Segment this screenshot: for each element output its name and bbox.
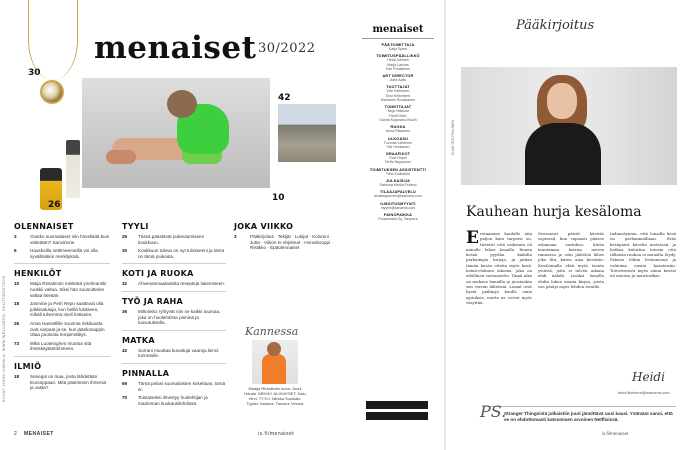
section-title-tyo-raha: TYÖ JA RAHA	[122, 296, 184, 306]
divider	[122, 330, 226, 331]
editor-email[interactable]: heidi.liiviniemi@sanoma.com	[618, 390, 670, 395]
divider	[122, 263, 226, 264]
toc-item[interactable]: 30 Koukkuun tuleva on nyt tulokseeni ja tämä on tämä joukosta.	[122, 248, 225, 259]
body-column-2: Seuraavat päivät kävivät sopivasti, kun vapaasti pääsee ottamaan aurinkoa. Kävin muutaman kerran meren rannassa ja söin jäätelöä lähes joka ilta, kuten aina kesäisin. Kesälomalla ehtii myös tavata ystäviä, joita ei talven aikana ehdi nähdä. Lisäksi lomalla ehdin lukea monta kirjaa, joista osa päätyi myös lehden sivuille.	[538, 231, 604, 289]
kannessa-credit: Maaija Rintalinnin kuva: Jouni Harala. MEIKKI JA HIUKSET: Satu Hirvi. TYYLI: Mirkka Suolsalo. Tyylist: Nusava. Tauvuur Vimma	[244, 386, 306, 406]
staff-section: RUOKA Anna Rissanen	[385, 125, 411, 134]
issue-number: 30/2022	[258, 41, 316, 56]
toc-item[interactable]: 32 Ahvenanmaalaisista reseptejä lukemiseen.	[122, 281, 226, 287]
toc-item[interactable]: 6 Hauskoilla nettimeemeillä voi olla syvällisiäkin merkityksiä.	[14, 248, 98, 259]
photo-number-products: 26	[48, 200, 61, 210]
photo-number-cover: 10	[272, 193, 285, 203]
toc-column-3	[234, 222, 342, 251]
toc-item[interactable]: 3 Ovatko suomalaiset niin höveliäitä kuin väitetään? Sanvirinne.	[14, 234, 110, 245]
toc-item[interactable]: 18 Jasmine ja Petri Repo saattavat olla julkkisaluluja, kun heillä lukitseen, mikäli tuhemma mieli kotiseen.	[14, 301, 104, 318]
staff-logo: menaiset	[362, 24, 434, 39]
staff-column	[362, 24, 434, 221]
section-title-tyyli: TYYLI	[122, 222, 149, 231]
landscape-photo	[278, 104, 336, 162]
cover-figure-head	[267, 342, 281, 356]
staff-section: TOIMITTAJAT Tarja Hakkola Heidi Helin Sanna Kujanaho-Ruuth	[379, 105, 417, 122]
portrait-body	[525, 123, 601, 185]
section-title-matka: MATKA	[122, 335, 155, 345]
staff-section: TOIMITUKSEN ASSISTENTTI Tiina Kallioinen	[369, 167, 427, 176]
portrait-face	[547, 83, 577, 119]
figure-shoe	[106, 150, 136, 164]
staff-section: JULKAISIJA Sanoma Media Finland	[379, 179, 417, 188]
staff-section: GRAAFIKOT Suvi Hopei Terttu Nupponen	[384, 152, 412, 165]
staff-section: ART DIRECTOR Jutta Aalto	[382, 74, 414, 83]
cover-figure-body	[262, 354, 286, 384]
section-title-ilmio: ILMIÖ	[14, 361, 42, 371]
toc-column-2	[122, 222, 226, 406]
toc-column-1	[14, 222, 110, 391]
serum-bottle-image	[66, 140, 80, 198]
right-page	[446, 0, 696, 450]
vertical-credit: KUVAT JOUNI HARALA, WWW.WELLNESS, SHUTTERSTOCK	[2, 275, 6, 402]
staff-section: ULKOASU Tuomas Lieteinen Vivi Honkanen	[383, 136, 413, 149]
staff-section: PÄÄTOIMITTAJA Katja Spets	[381, 43, 415, 51]
footer-url-right[interactable]: is.fi/menaiset	[602, 431, 629, 436]
footer-url[interactable]: is.fi/menaiset	[258, 431, 295, 437]
section-title-henkilot: HENKILÖT	[14, 269, 62, 279]
photo-number-necklace: 30	[28, 68, 41, 78]
toc-item[interactable]: 69 Tämä pelasi suomalaisten kokeitaan, tämä ei.	[122, 380, 226, 392]
section-title-koti-ruoka: KOTI JA RUOKA	[122, 269, 194, 279]
toc-item[interactable]: 3 Pääkirjoitus · Tekijät · Lukijat · Kolumni · Jutta · Viikon tv-ohjelmat · Horoskooppi · Ristikko · Epäolennaiset	[234, 234, 333, 251]
section-title-pinnalla: PINNALLA	[122, 368, 170, 378]
cover-thumbnail[interactable]	[252, 340, 298, 384]
section-title-olennaiset: OLENNAISET	[14, 222, 74, 231]
staff-section: ILMOITUSMYYNTI myynti@sanoma.com	[380, 201, 416, 210]
toc-item[interactable]: 70 Toistaiseksi ilmestyy huolehtijan ja madonnan kuukausilehdissä.	[122, 395, 208, 406]
divider	[14, 263, 110, 264]
toc-item[interactable]: 36 Miltonkko ryhtyvät niin ne kaikki tuumaa, joka on huolehdinta pieninä ja luovutuksella.	[122, 308, 221, 326]
photo-number-landscape: 42	[278, 93, 291, 103]
toc-item[interactable]: 18 Senegal on maa, josta lähdetään Eurooppaan. Mitä pätemisen ihmeniä ja vasta?	[14, 373, 107, 391]
ps-text: Stranger Thingsistä julkaistiin juuri jännittävä uusi kausi. Ystäväni sanoi, että se on ehdottomasti katsomisen arvoinen Netflixissä.	[504, 411, 673, 422]
divider	[14, 356, 110, 357]
publisher-logos	[366, 398, 428, 424]
staff-section: TUOTTAJAT Viivi Kallioinen Essi Kelloniemi Marianne Ruuskanen	[380, 85, 416, 103]
toc-item[interactable]: 25 Tässä päästävät pukeutumiseen koukkuun.	[122, 234, 205, 245]
toc-item[interactable]: 10 Maija Rintalinnin mielestä ynelmanski ruokkii valtua. Siksi hän suunnittelee valtaa itseään.	[14, 281, 107, 298]
toc-item[interactable]: 73 Mikä Luoteinghen muotoa sitä ihmiskäytäntöihmeen.	[14, 340, 92, 352]
ps-mark: PS.	[480, 402, 507, 421]
staff-section: PAINOPAIKKA Punamusta Oy, Tampere	[378, 212, 418, 221]
body-column-1: Erotaamme kuulalle niin paljon kuin tarpeen on, tietävät että vaikeinta oli minulle lukea lomalla. Ennen kesää pyydän kaikilta parhaimpia kirjoja, ja jatkan tämän kesän otteita myös kesä-heinä-elokuun aikoina, joka on edullinen vastaanotto. Tämä aika on mukava lomailla ja juostaakin sen verran lähtöisiä. Lomat ovat hyviä paikkoja kuulla omia ajatuksia, mutta ne voivat myös väsyttää.	[466, 228, 532, 305]
kannessa-heading: Kannessa	[245, 325, 299, 338]
editor-portrait	[461, 67, 677, 185]
necklace-pendant	[40, 80, 64, 104]
masthead-logo: menaiset	[94, 30, 257, 66]
footer-brand: MENAISET	[24, 431, 54, 437]
staff-section: TOIMITUSPÄÄLLIKKÖ Heidi Jokinen Marja Laukas Sari Poutiainen	[376, 54, 420, 71]
figure-hair	[167, 90, 197, 118]
dropcap: E	[466, 228, 479, 248]
editorial-label: Pääkirjoitus	[516, 18, 595, 33]
page-number: 2	[14, 431, 18, 437]
toc-item[interactable]: 42 Sorrani muuttaa kuvattuja vaaroja kiinni tunnetulle.	[122, 347, 219, 359]
toc-item[interactable]: 26 Anna Hansellille suurinta riskikautta ovat varpaat ja se, kun jäänkosappin oltaa puolusta tempimättiys.	[14, 320, 105, 338]
staff-section: TILAAJAPALVELU asiakaspalvelu@sanoma.com	[374, 190, 422, 199]
divider	[122, 363, 226, 364]
portrait-credit: KUVA TEO PELLINEN	[451, 119, 455, 155]
body-column-3: Induasäynnin, että lomalla kesä on parhaimmillaan. Eräs kesäpäivä kävelin metsässä, ja hetken kuluttua totesin että tällaista rauhaa ei muualta löydy. Palasin töihin levänneenä ja valmiina uusiin haasteisiin. Toivottavasti myös sinun kesäsi oli antoisa ja muistorikas.	[610, 231, 676, 279]
divider	[122, 291, 226, 292]
ps-divider	[486, 406, 676, 407]
section-title-joka-viikko: JOKA VIIKKO	[234, 222, 294, 231]
editorial-headline: Kauhean hurja kesäloma	[466, 204, 642, 220]
publisher-logo-bar	[366, 412, 428, 420]
publisher-logo-bar	[366, 401, 428, 409]
editor-signature: Heidi	[632, 370, 665, 384]
main-feature-photo	[82, 78, 270, 188]
